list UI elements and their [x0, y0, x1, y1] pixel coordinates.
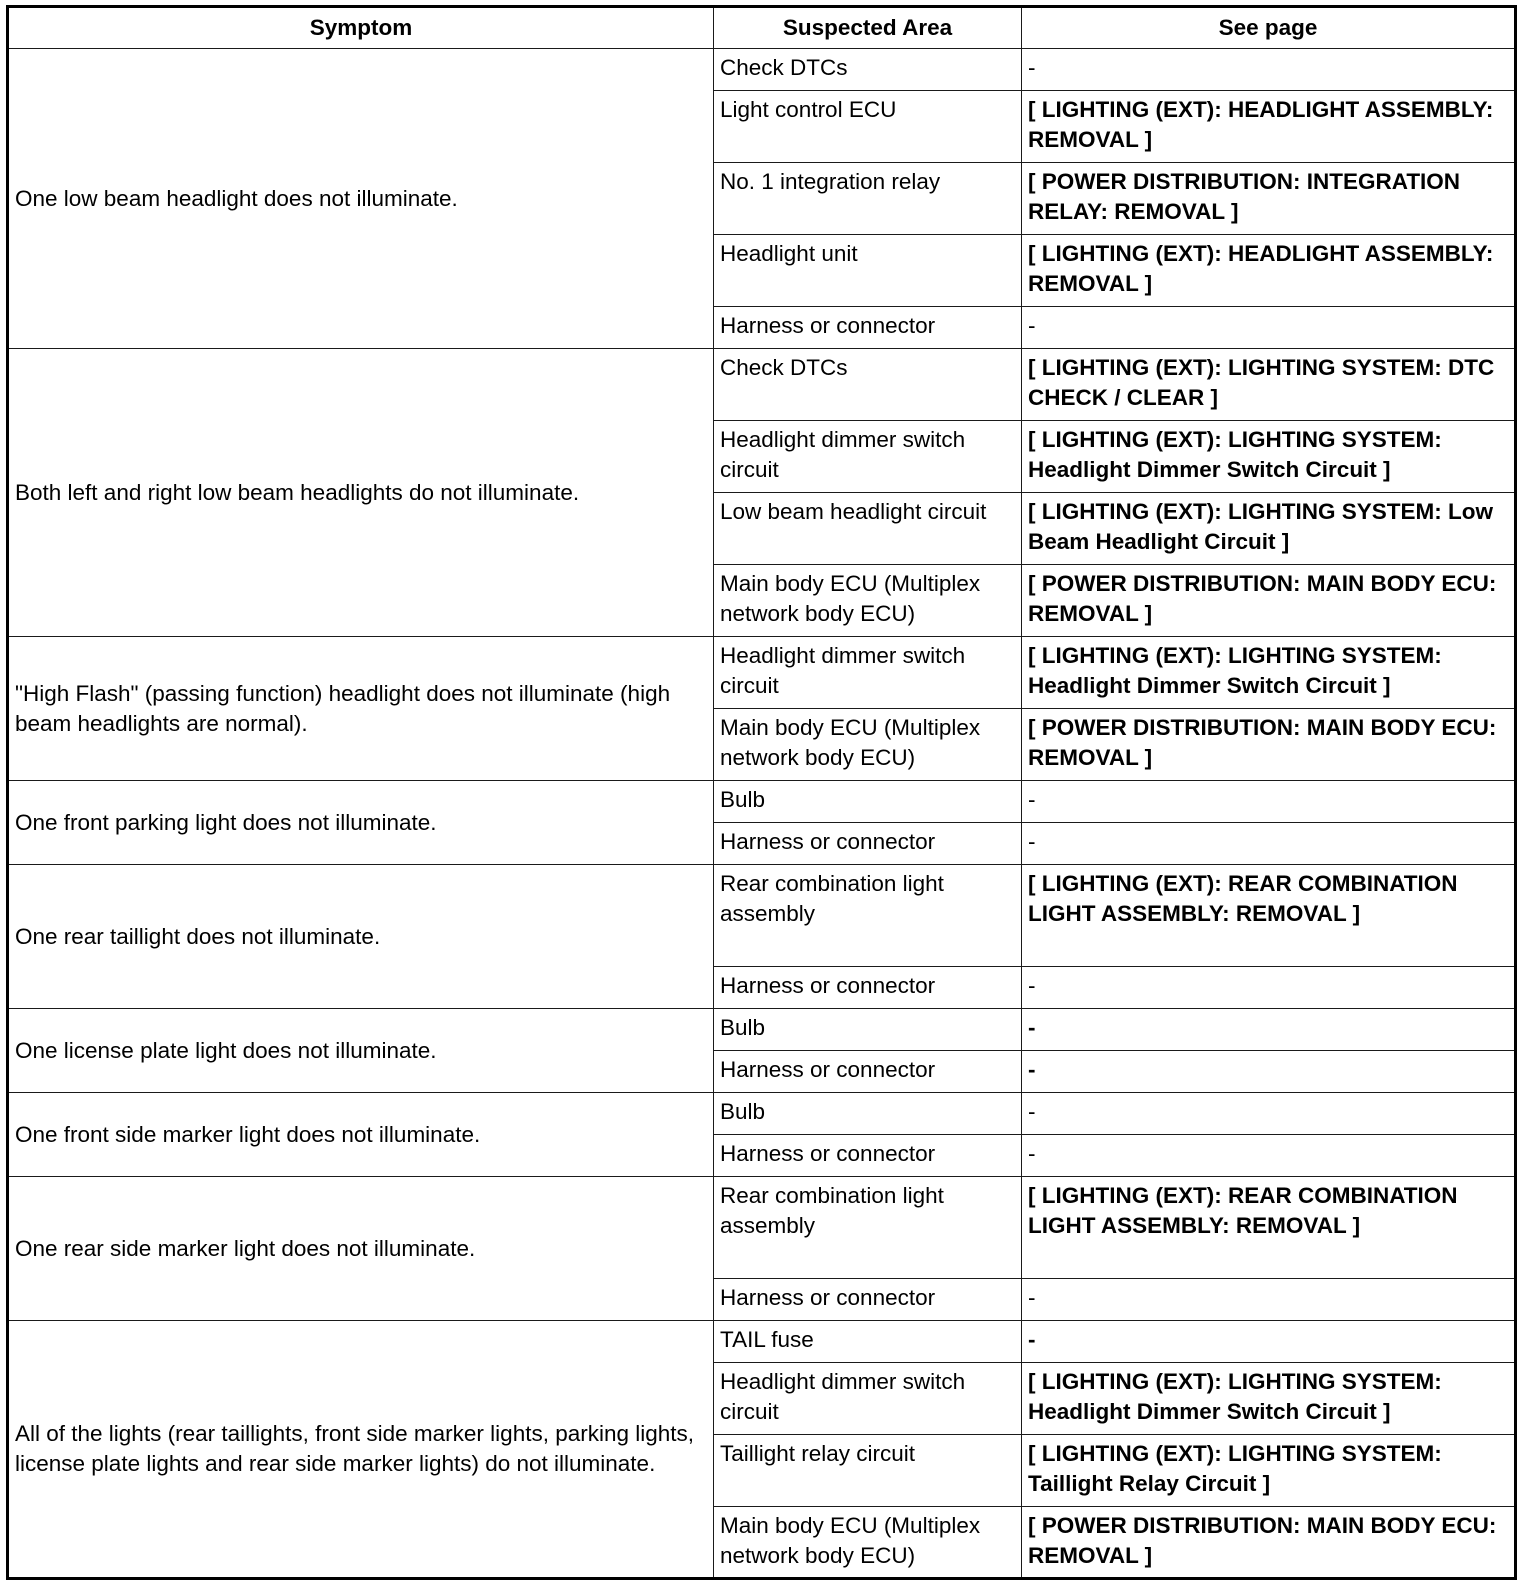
- suspected-area-cell: Check DTCs: [714, 349, 1022, 421]
- table-row: [8, 1009, 1516, 1051]
- suspected-area-cell: Rear combination light assembly: [714, 865, 1022, 967]
- see-page-cell: -: [1022, 1135, 1516, 1177]
- suspected-area-cell: Bulb: [714, 1093, 1022, 1135]
- see-page-cell: [ LIGHTING (EXT): LIGHTING SYSTEM: Low Beam Headlight Circuit ]: [1022, 493, 1516, 565]
- symptom-cell: All of the lights (rear taillights, front side marker lights, parking lights, license plate lights and rear side marker lights) do not illuminate.: [8, 1321, 714, 1579]
- suspected-area-cell: Bulb: [714, 1009, 1022, 1051]
- suspected-area-cell: Harness or connector: [714, 1051, 1022, 1093]
- suspected-area-cell: Main body ECU (Multiplex network body ECU): [714, 709, 1022, 781]
- see-page-cell: [ LIGHTING (EXT): LIGHTING SYSTEM: DTC CHECK / CLEAR ]: [1022, 349, 1516, 421]
- see-page-cell: -: [1022, 1009, 1516, 1051]
- symptom-cell: Both left and right low beam headlights do not illuminate.: [8, 349, 714, 637]
- suspected-area-cell: Harness or connector: [714, 307, 1022, 349]
- symptom-table: [6, 5, 1517, 1580]
- see-page-cell: [ LIGHTING (EXT): LIGHTING SYSTEM: Headlight Dimmer Switch Circuit ]: [1022, 637, 1516, 709]
- see-page-cell: -: [1022, 823, 1516, 865]
- see-page-cell: [ LIGHTING (EXT): LIGHTING SYSTEM: Headlight Dimmer Switch Circuit ]: [1022, 421, 1516, 493]
- header-symptom: Symptom: [8, 7, 714, 49]
- suspected-area-cell: Harness or connector: [714, 823, 1022, 865]
- suspected-area-cell: Check DTCs: [714, 49, 1022, 91]
- see-page-cell: [ POWER DISTRIBUTION: MAIN BODY ECU: REMOVAL ]: [1022, 565, 1516, 637]
- suspected-area-cell: TAIL fuse: [714, 1321, 1022, 1363]
- see-page-cell: [ LIGHTING (EXT): LIGHTING SYSTEM: Headlight Dimmer Switch Circuit ]: [1022, 1363, 1516, 1435]
- symptom-cell: One front parking light does not illuminate.: [8, 781, 714, 865]
- symptom-cell: One rear taillight does not illuminate.: [8, 865, 714, 1009]
- suspected-area-cell: Main body ECU (Multiplex network body ECU): [714, 565, 1022, 637]
- suspected-area-cell: Taillight relay circuit: [714, 1435, 1022, 1507]
- see-page-cell: [ POWER DISTRIBUTION: MAIN BODY ECU: REMOVAL ]: [1022, 709, 1516, 781]
- see-page-cell: -: [1022, 307, 1516, 349]
- header-suspected-area: Suspected Area: [714, 7, 1022, 49]
- suspected-area-cell: Headlight unit: [714, 235, 1022, 307]
- table-row: [8, 1093, 1516, 1135]
- see-page-cell: -: [1022, 1051, 1516, 1093]
- table-row: [8, 637, 1516, 709]
- see-page-cell: -: [1022, 1279, 1516, 1321]
- table-row: [8, 349, 1516, 421]
- see-page-cell: -: [1022, 781, 1516, 823]
- table-body: [8, 49, 1516, 1579]
- table-row: [8, 1177, 1516, 1279]
- see-page-cell: [ LIGHTING (EXT): REAR COMBINATION LIGHT ASSEMBLY: REMOVAL ]: [1022, 1177, 1516, 1279]
- symptom-cell: One rear side marker light does not illuminate.: [8, 1177, 714, 1321]
- header-see-page: See page: [1022, 7, 1516, 49]
- suspected-area-cell: Headlight dimmer switch circuit: [714, 637, 1022, 709]
- see-page-cell: [ LIGHTING (EXT): HEADLIGHT ASSEMBLY: REMOVAL ]: [1022, 91, 1516, 163]
- suspected-area-cell: Main body ECU (Multiplex network body ECU): [714, 1507, 1022, 1579]
- suspected-area-cell: Headlight dimmer switch circuit: [714, 1363, 1022, 1435]
- suspected-area-cell: Light control ECU: [714, 91, 1022, 163]
- symptom-cell: One low beam headlight does not illuminate.: [8, 49, 714, 349]
- see-page-cell: -: [1022, 1321, 1516, 1363]
- suspected-area-cell: No. 1 integration relay: [714, 163, 1022, 235]
- suspected-area-cell: Low beam headlight circuit: [714, 493, 1022, 565]
- see-page-cell: [ LIGHTING (EXT): HEADLIGHT ASSEMBLY: REMOVAL ]: [1022, 235, 1516, 307]
- see-page-cell: [ LIGHTING (EXT): REAR COMBINATION LIGHT ASSEMBLY: REMOVAL ]: [1022, 865, 1516, 967]
- see-page-cell: -: [1022, 967, 1516, 1009]
- symptom-cell: One license plate light does not illuminate.: [8, 1009, 714, 1093]
- see-page-cell: [ POWER DISTRIBUTION: MAIN BODY ECU: REMOVAL ]: [1022, 1507, 1516, 1579]
- table-row: [8, 781, 1516, 823]
- suspected-area-cell: Bulb: [714, 781, 1022, 823]
- table-row: [8, 49, 1516, 91]
- suspected-area-cell: Rear combination light assembly: [714, 1177, 1022, 1279]
- table-row: [8, 865, 1516, 967]
- symptom-cell: One front side marker light does not illuminate.: [8, 1093, 714, 1177]
- suspected-area-cell: Headlight dimmer switch circuit: [714, 421, 1022, 493]
- table-row: [8, 1321, 1516, 1363]
- see-page-cell: [ POWER DISTRIBUTION: INTEGRATION RELAY: REMOVAL ]: [1022, 163, 1516, 235]
- suspected-area-cell: Harness or connector: [714, 1279, 1022, 1321]
- suspected-area-cell: Harness or connector: [714, 1135, 1022, 1177]
- see-page-cell: -: [1022, 49, 1516, 91]
- suspected-area-cell: Harness or connector: [714, 967, 1022, 1009]
- header-row: [8, 7, 1516, 49]
- see-page-cell: -: [1022, 1093, 1516, 1135]
- symptom-cell: "High Flash" (passing function) headlight does not illuminate (high beam headlights are normal).: [8, 637, 714, 781]
- see-page-cell: [ LIGHTING (EXT): LIGHTING SYSTEM: Taillight Relay Circuit ]: [1022, 1435, 1516, 1507]
- symptom-table-container: [6, 5, 1517, 1580]
